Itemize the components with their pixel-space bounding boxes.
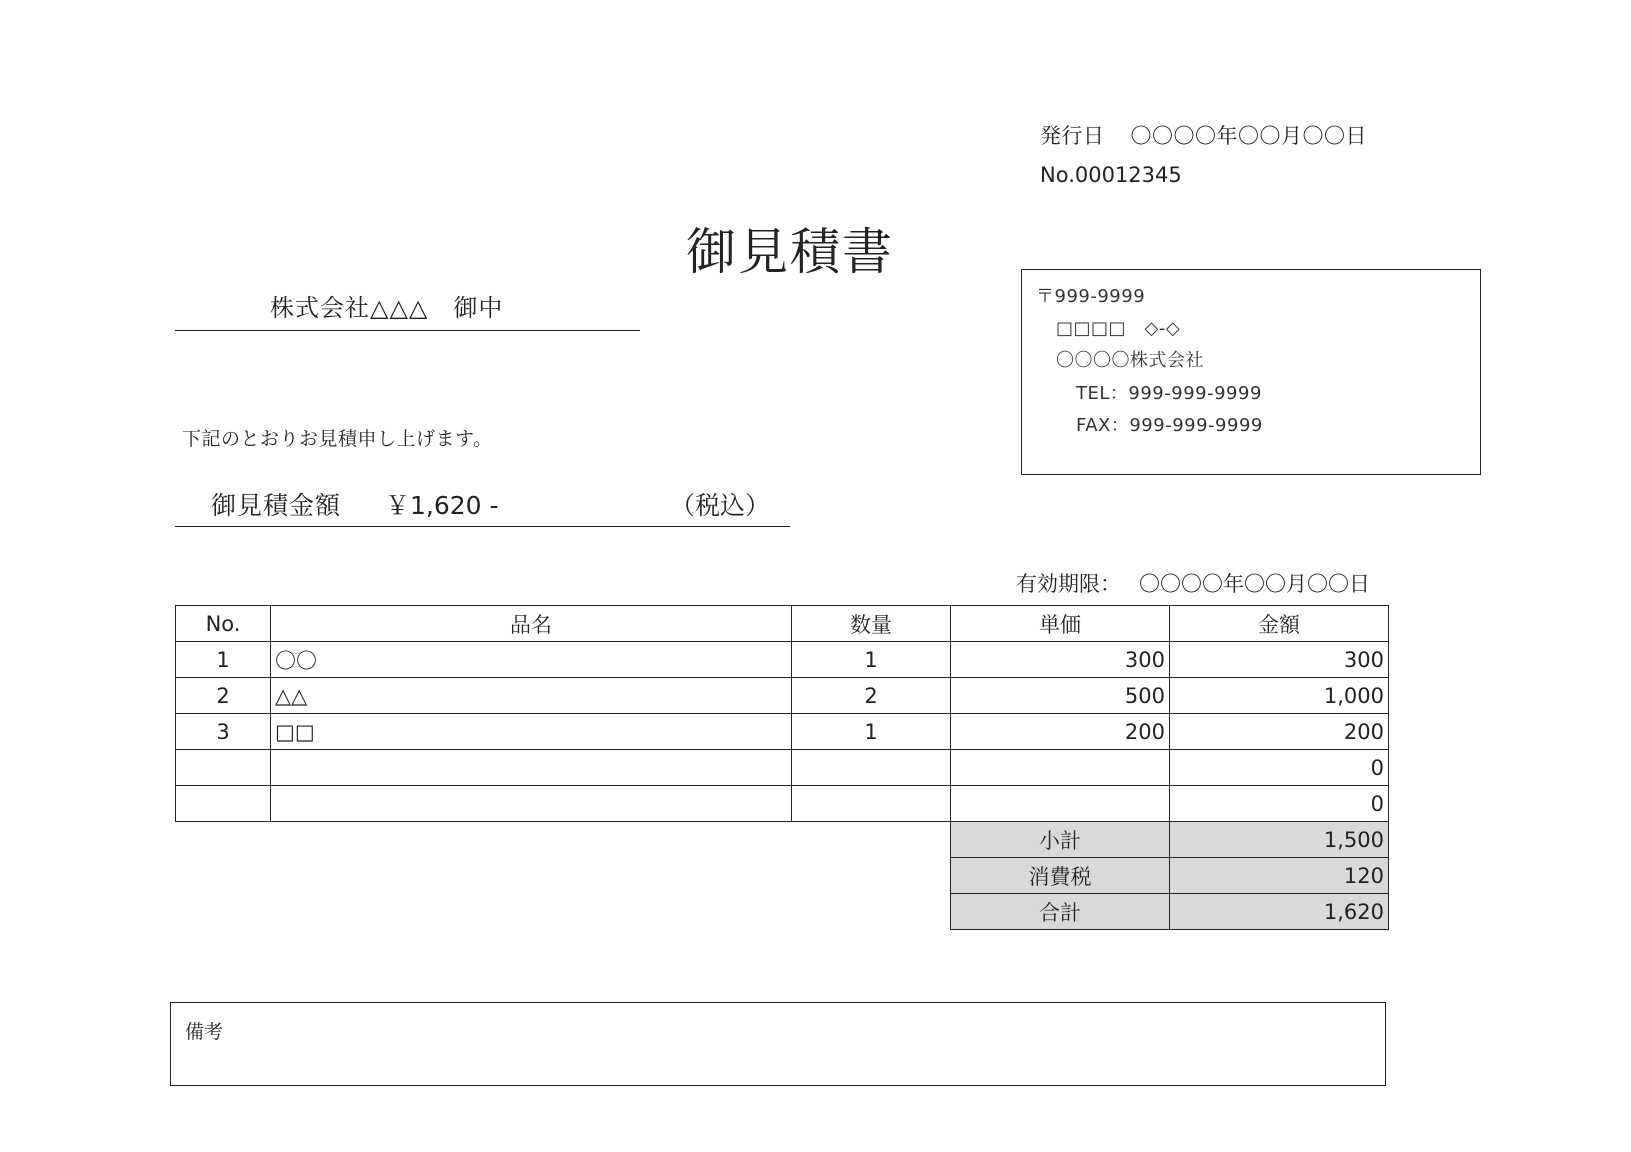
header-no: No. [176, 606, 271, 642]
intro-text: 下記のとおりお見積申し上げます。 [182, 428, 493, 450]
subtotal-value: 1,500 [1170, 822, 1389, 858]
remarks-label: 備考 [185, 1021, 224, 1043]
table-row [176, 642, 1389, 678]
row-unit-price [951, 750, 1170, 786]
row-unit-price: 200 [951, 714, 1170, 750]
quote-amount-value: ￥1,620 - [385, 491, 499, 520]
remarks-box [170, 1002, 1386, 1086]
total-value: 1,620 [1170, 894, 1389, 930]
row-no: 3 [176, 714, 271, 750]
tax-included-note: （税込） [670, 491, 771, 520]
recipient-name: 株式会社△△△ 御中 [270, 294, 504, 322]
row-no [176, 750, 271, 786]
summary-spacer [176, 894, 951, 930]
row-item-name [271, 750, 792, 786]
subtotal-label: 小計 [951, 822, 1170, 858]
quote-amount-line [175, 484, 790, 527]
row-quantity: 2 [792, 678, 951, 714]
table-row [176, 678, 1389, 714]
tax-value: 120 [1170, 858, 1389, 894]
row-unit-price: 300 [951, 642, 1170, 678]
row-no [176, 786, 271, 822]
issue-date-value: 〇〇〇〇年〇〇月〇〇日 [1130, 124, 1367, 148]
quote-amount-label: 御見積金額 [211, 491, 342, 520]
row-no: 2 [176, 678, 271, 714]
header-amount: 金額 [1170, 606, 1389, 642]
validity-date: 〇〇〇〇年〇〇月〇〇日 [1139, 572, 1370, 596]
table-row [176, 714, 1389, 750]
row-quantity [792, 750, 951, 786]
row-quantity: 1 [792, 714, 951, 750]
document-number: No.00012345 [1040, 163, 1182, 187]
summary-spacer [176, 822, 951, 858]
row-unit-price [951, 786, 1170, 822]
sender-box [1021, 269, 1481, 475]
document-title: 御見積書 [686, 223, 894, 281]
summary-spacer [176, 858, 951, 894]
table-row [176, 786, 1389, 822]
summary-row-tax [176, 858, 1389, 894]
row-amount: 300 [1170, 642, 1389, 678]
row-amount: 1,000 [1170, 678, 1389, 714]
table-row [176, 750, 1389, 786]
row-amount: 200 [1170, 714, 1389, 750]
header-item-name: 品名 [271, 606, 792, 642]
sender-fax: FAX：999-999-9999 [1076, 415, 1263, 436]
total-label: 合計 [951, 894, 1170, 930]
summary-row-subtotal [176, 822, 1389, 858]
validity-line [1016, 568, 1370, 598]
sender-company: 〇〇〇〇株式会社 [1056, 350, 1204, 371]
summary-row-total [176, 894, 1389, 930]
validity-label: 有効期限： [1016, 572, 1121, 596]
items-table [175, 605, 1389, 930]
tax-label: 消費税 [951, 858, 1170, 894]
row-no: 1 [176, 642, 271, 678]
row-quantity: 1 [792, 642, 951, 678]
row-item-name: 〇〇 [271, 642, 792, 678]
sender-postal: 〒999-9999 [1036, 286, 1146, 307]
table-header-row [176, 606, 1389, 642]
row-item-name: △△ [271, 678, 792, 714]
issue-date-line [1040, 120, 1367, 150]
row-unit-price: 500 [951, 678, 1170, 714]
sender-address: □□□□ ◇-◇ [1056, 318, 1181, 339]
row-quantity [792, 786, 951, 822]
row-amount: 0 [1170, 750, 1389, 786]
sender-tel: TEL：999-999-9999 [1076, 383, 1262, 404]
header-unit-price: 単価 [951, 606, 1170, 642]
row-item-name [271, 786, 792, 822]
row-amount: 0 [1170, 786, 1389, 822]
recipient-line [175, 290, 640, 331]
issue-date-label: 発行日 [1040, 124, 1105, 148]
header-quantity: 数量 [792, 606, 951, 642]
row-item-name: □□ [271, 714, 792, 750]
